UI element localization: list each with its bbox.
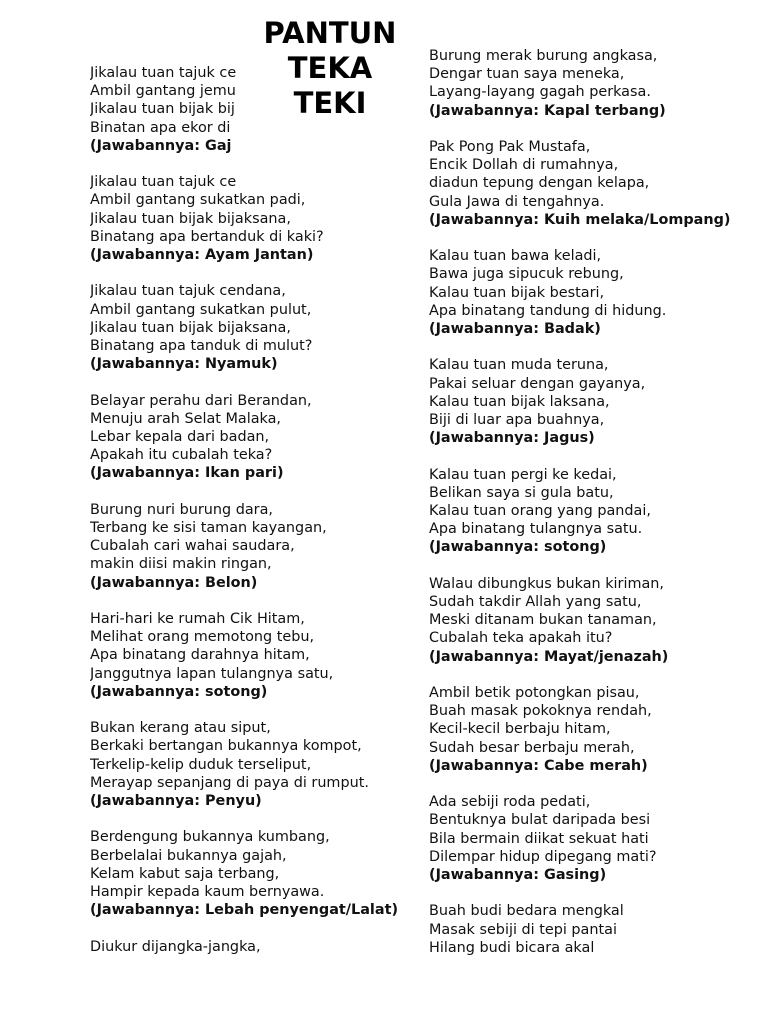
answer-line: (Jawabannya: Belon)	[90, 574, 258, 591]
stanza-line: Kalau tuan muda teruna,	[429, 357, 609, 374]
stanza-line: Pakai seluar dengan gayanya,	[429, 375, 646, 392]
stanza-line: Diukur dijangka-jangka,	[90, 938, 261, 955]
stanza-line: Burung merak burung angkasa,	[429, 48, 658, 64]
stanza-line: Kalau tuan pergi ke kedai,	[429, 466, 617, 483]
pantun-stanza	[90, 828, 410, 919]
stanza-line: Ambil betik potongkan pisau,	[429, 685, 640, 702]
stanza-line: Berkaki bertangan bukannya kompot,	[90, 738, 362, 755]
stanza-line: Layang-layang gagah perkasa.	[429, 84, 651, 101]
stanza-line: Berdengung bukannya kumbang,	[90, 829, 330, 846]
pantun-stanza	[90, 501, 410, 592]
pantun-stanza	[429, 466, 759, 557]
stanza-line: Encik Dollah di rumahnya,	[429, 157, 619, 174]
pantun-stanza	[90, 719, 410, 810]
stanza-line: Gula Jawa di tengahnya.	[429, 193, 605, 210]
pantun-stanza	[429, 47, 759, 120]
pantun-stanza	[90, 173, 410, 264]
stanza-line: Burung nuri burung dara,	[90, 501, 273, 518]
stanza-line: Binatan apa ekor di	[90, 119, 231, 136]
stanza-line: Dilempar hidup dipegang mati?	[429, 848, 657, 865]
stanza-line: Lebar kepala dari badan,	[90, 429, 270, 446]
stanza-line: Apa binatang tulangnya satu.	[429, 521, 643, 538]
stanza-line: Bentuknya bulat daripada besi	[429, 812, 651, 829]
pantun-stanza	[90, 938, 410, 956]
stanza-line: Apa binatang darahnya hitam,	[90, 647, 310, 664]
answer-line: (Jawabannya: sotong)	[429, 539, 607, 556]
answer-line: (Jawabannya: Nyamuk)	[90, 356, 278, 373]
answer-line: (Jawabannya: Jagus)	[429, 430, 595, 447]
answer-line: (Jawabannya: Badak)	[429, 321, 601, 338]
stanza-line: Dengar tuan saya meneka,	[429, 66, 625, 83]
pantun-stanza	[429, 138, 759, 229]
stanza-line: Sudah besar berbaju merah,	[429, 739, 635, 756]
stanza-line: Cubalah teka apakah itu?	[429, 630, 613, 647]
left-column	[90, 64, 410, 974]
stanza-line: Hampir kepada kaum bernyawa.	[90, 884, 325, 901]
pantun-stanza	[90, 392, 410, 483]
answer-line: (Jawabannya: Kuih melaka/Lompang)	[429, 211, 731, 228]
stanza-line: Ambil gantang sukatkan padi,	[90, 192, 306, 209]
stanza-line: Belayar perahu dari Berandan,	[90, 392, 312, 409]
stanza-line: Ambil gantang jemu	[90, 83, 236, 100]
answer-line: (Jawabannya: Kapal terbang)	[429, 102, 666, 119]
answer-line: (Jawabannya: Mayat/jenazah)	[429, 648, 669, 665]
stanza-line: Bukan kerang atau siput,	[90, 720, 271, 737]
stanza-line: Kalau tuan bijak bestari,	[429, 284, 605, 301]
title-line: TEKA	[287, 51, 373, 85]
stanza-line: Jikalau tuan tajuk ce	[90, 65, 237, 81]
stanza-line: Ambil gantang sukatkan pulut,	[90, 301, 312, 318]
stanza-line: Terkelip-kelip duduk terseliput,	[90, 756, 312, 773]
answer-line: (Jawabannya: Gaj	[90, 137, 232, 154]
stanza-line: Buah masak pokoknya rendah,	[429, 703, 652, 720]
stanza-line: Hari-hari ke rumah Cik Hitam,	[90, 611, 305, 628]
stanza-line: Janggutnya lapan tulangnya satu,	[90, 665, 334, 682]
stanza-line: Hilang budi bicara akal	[429, 939, 595, 956]
stanza-line: Berbelalai bukannya gajah,	[90, 847, 287, 864]
stanza-line: Buah budi bedara mengkal	[429, 903, 624, 920]
pantun-stanza	[429, 247, 759, 338]
stanza-line: Meski ditanam bukan tanaman,	[429, 612, 657, 629]
title-line: TEKI	[293, 86, 367, 120]
stanza-line: Kelam kabut saja terbang,	[90, 865, 280, 882]
stanza-line: Kecil-kecil berbaju hitam,	[429, 721, 611, 738]
answer-line: (Jawabannya: Penyu)	[90, 793, 262, 810]
stanza-line: Apakah itu cubalah teka?	[90, 447, 273, 464]
stanza-line: Bawa juga sipucuk rebung,	[429, 266, 624, 283]
answer-line: (Jawabannya: Lebah penyengat/Lalat)	[90, 902, 399, 919]
stanza-line: Melihat orang memotong tebu,	[90, 629, 315, 646]
pantun-stanza	[90, 282, 410, 373]
stanza-line: Kalau tuan bawa keladi,	[429, 248, 602, 265]
stanza-line: Merayap sepanjang di paya di rumput.	[90, 774, 369, 791]
stanza-line: Biji di luar apa buahnya,	[429, 412, 605, 429]
right-column	[429, 47, 759, 975]
pantun-stanza	[429, 793, 759, 884]
answer-line: (Jawabannya: sotong)	[90, 683, 268, 700]
answer-line: (Jawabannya: Ayam Jantan)	[90, 247, 314, 264]
stanza-line: Binatang apa bertanduk di kaki?	[90, 228, 324, 245]
stanza-line: Kalau tuan bijak laksana,	[429, 393, 610, 410]
title-line: PANTUN	[263, 16, 397, 50]
pantun-stanza	[429, 902, 759, 957]
stanza-line: makin diisi makin ringan,	[90, 556, 272, 573]
stanza-line: Bila bermain diikat sekuat hati	[429, 830, 649, 847]
answer-line: (Jawabannya: Cabe merah)	[429, 757, 648, 774]
answer-line: (Jawabannya: Ikan pari)	[90, 465, 284, 482]
stanza-line: Sudah takdir Allah yang satu,	[429, 594, 642, 611]
stanza-line: Ada sebiji roda pedati,	[429, 794, 591, 811]
stanza-line: Menuju arah Selat Malaka,	[90, 410, 281, 427]
pantun-stanza	[90, 610, 410, 701]
pantun-stanza	[429, 684, 759, 775]
stanza-line: Kalau tuan orang yang pandai,	[429, 503, 651, 520]
stanza-line: Binatang apa tanduk di mulut?	[90, 338, 313, 355]
stanza-line: Terbang ke sisi taman kayangan,	[90, 520, 327, 537]
stanza-line: Pak Pong Pak Mustafa,	[429, 139, 591, 155]
stanza-line: Jikalau tuan tajuk cendana,	[90, 283, 286, 300]
stanza-line: Walau dibungkus bukan kiriman,	[429, 575, 664, 592]
stanza-line: Jikalau tuan bijak bij	[90, 101, 235, 118]
stanza-line: Belikan saya si gula batu,	[429, 484, 614, 501]
stanza-line: diadun tepung dengan kelapa,	[429, 175, 650, 192]
stanza-line: Jikalau tuan tajuk ce	[90, 174, 237, 191]
stanza-line: Jikalau tuan bijak bijaksana,	[90, 210, 291, 227]
page-title	[250, 16, 410, 121]
stanza-line: Apa binatang tandung di hidung.	[429, 302, 667, 319]
pantun-stanza	[429, 575, 759, 666]
pantun-stanza	[429, 356, 759, 447]
stanza-line: Jikalau tuan bijak bijaksana,	[90, 319, 291, 336]
answer-line: (Jawabannya: Gasing)	[429, 867, 607, 884]
stanza-line: Masak sebiji di tepi pantai	[429, 921, 617, 938]
stanza-line: Cubalah cari wahai saudara,	[90, 538, 295, 555]
